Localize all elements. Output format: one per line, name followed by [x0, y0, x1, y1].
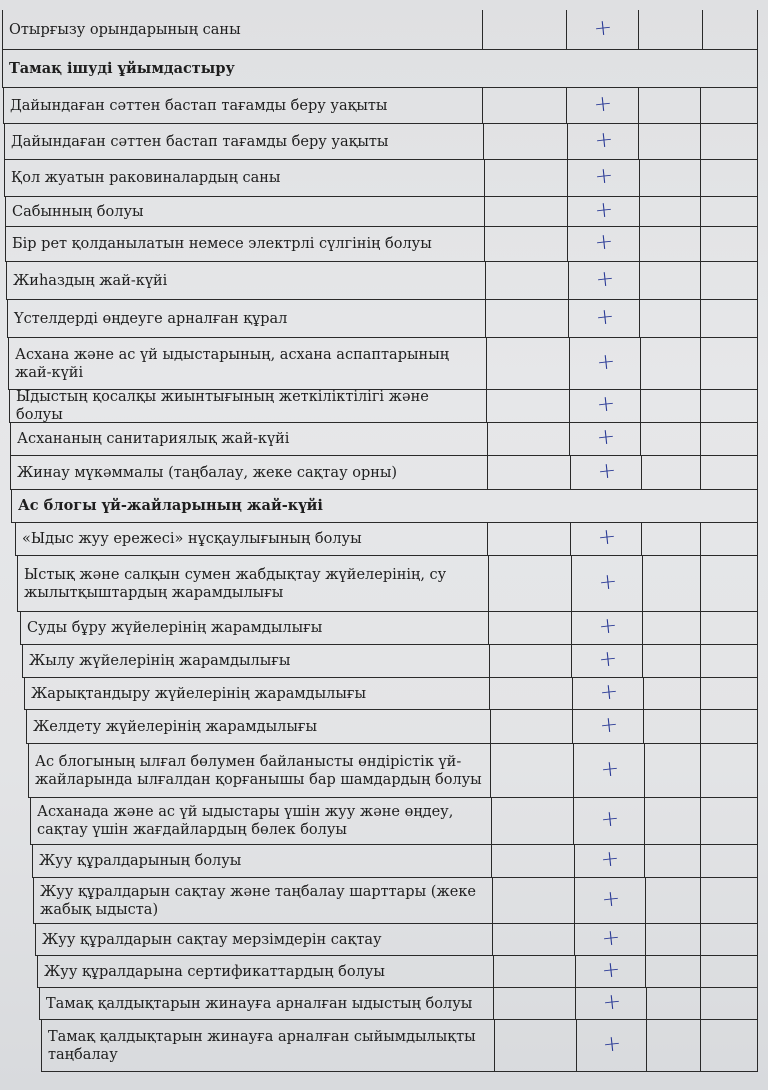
value-cell [482, 10, 566, 49]
mark-cell [568, 262, 639, 299]
table-row [2, 10, 758, 50]
criterion-text: Суды бұру жүйелерінің жарамдылығы [27, 620, 323, 636]
handwritten-plus-mark: + [594, 348, 616, 376]
handwritten-plus-mark: + [592, 126, 614, 154]
table-row [4, 124, 758, 160]
blank-cell [639, 262, 700, 299]
criterion-text: Отырғызу орындарының саны [9, 21, 241, 38]
criterion-text: Тамақ қалдықтарын жинауға арналған сыйымдылықты таңбалау [48, 1028, 476, 1063]
handwritten-plus-mark: + [597, 678, 619, 706]
section-title [2, 50, 758, 87]
blank-cell [700, 878, 758, 923]
blank-cell [700, 612, 758, 644]
mark-cell [566, 10, 638, 49]
blank-cell [700, 556, 758, 611]
blank-cell [646, 988, 700, 1019]
blank-cell [641, 523, 700, 555]
criterion-text: Дайындаған сәттен бастап тағамды беру уақыты [10, 97, 388, 114]
criterion-cell [6, 262, 485, 299]
criterion-text: Дайындаған сәттен бастап тағамды беру уақыты [11, 133, 389, 150]
value-cell [484, 160, 567, 196]
blank-cell [640, 338, 700, 389]
criterion-text: Желдету жүйелерінің жарамдылығы [33, 718, 317, 735]
table-row [20, 612, 758, 645]
criterion-text: Жарықтандыру жүйелерінің жарамдылығы [31, 685, 367, 702]
blank-cell [700, 924, 758, 955]
criterion-cell [37, 956, 493, 987]
value-cell [489, 645, 571, 677]
criterion-cell [15, 523, 487, 555]
criterion-text: Асханада және ас үй ыдыстары үшін жуу және өңдеу, сақтау үшін жағдайлардың бөлек болуы [37, 804, 454, 838]
table-row [4, 160, 758, 197]
blank-cell [638, 124, 700, 159]
mark-cell [574, 924, 645, 955]
value-cell [484, 197, 567, 226]
blank-cell [644, 744, 700, 797]
table-row [24, 678, 758, 710]
handwritten-plus-mark: + [594, 424, 616, 451]
blank-cell [700, 197, 758, 226]
section-title-text: Тамақ ішуді ұйымдастыру [9, 59, 235, 77]
table-row [41, 1020, 758, 1072]
blank-cell [645, 956, 700, 987]
blank-cell [702, 10, 758, 49]
blank-cell [646, 1020, 700, 1071]
table-row [10, 423, 758, 456]
criterion-cell [10, 456, 487, 489]
value-cell [492, 878, 574, 923]
value-cell [488, 556, 571, 611]
value-cell [487, 456, 570, 489]
criterion-cell [5, 197, 484, 226]
blank-cell [700, 523, 758, 555]
mark-cell [569, 338, 640, 389]
mark-cell [571, 612, 642, 644]
mark-cell [574, 845, 644, 877]
mark-cell [572, 678, 643, 709]
blank-cell [639, 300, 700, 337]
blank-cell [700, 338, 758, 389]
criterion-text: Жиһаздың жай-күйі [13, 272, 168, 289]
handwritten-plus-mark: + [596, 568, 618, 596]
value-cell [490, 710, 572, 743]
mark-cell [569, 423, 640, 455]
table-row [7, 300, 758, 338]
table-row [8, 338, 758, 390]
table-row [9, 390, 758, 423]
table-row [37, 956, 758, 988]
criterion-cell [39, 988, 493, 1019]
criterion-text: Ыстық және салқын сумен жабдықтау жүйелерінің, су жылытқыштардың жарамдылығы [24, 566, 447, 601]
blank-cell [639, 160, 700, 196]
blank-cell [643, 710, 700, 743]
criterion-cell [17, 556, 488, 611]
table-row [17, 556, 758, 612]
table-row [5, 197, 758, 227]
table-row [6, 262, 758, 300]
handwritten-plus-mark: + [599, 885, 621, 913]
handwritten-plus-mark: + [593, 265, 615, 293]
value-cell [485, 262, 568, 299]
section-header-row [11, 490, 758, 523]
mark-cell [569, 390, 640, 422]
criterion-text: Жылу жүйелерінің жарамдылығы [29, 653, 291, 669]
criterion-cell [5, 227, 484, 261]
handwritten-plus-mark: + [600, 988, 622, 1016]
mark-cell [573, 744, 644, 797]
criterion-cell [30, 798, 491, 844]
blank-cell [642, 612, 700, 644]
handwritten-plus-mark: + [592, 14, 614, 42]
value-cell [489, 678, 572, 709]
blank-cell [700, 988, 758, 1019]
handwritten-plus-mark: + [597, 711, 619, 739]
table-row [15, 523, 758, 556]
mark-cell [567, 227, 639, 261]
criterion-cell [4, 160, 484, 196]
table-row [30, 798, 758, 845]
mark-cell [575, 988, 646, 1019]
table-row [33, 878, 758, 924]
value-cell [488, 612, 571, 644]
criterion-cell [10, 423, 487, 455]
criterion-cell [3, 88, 482, 123]
value-cell [487, 523, 570, 555]
blank-cell [700, 390, 758, 422]
handwritten-plus-mark: + [596, 646, 618, 673]
blank-cell [639, 227, 700, 261]
value-cell [493, 988, 575, 1019]
blank-cell [641, 456, 700, 489]
criterion-text: Ыдыстың қосалқы жиынтығының жеткіліктілігі және болуы [16, 389, 429, 423]
handwritten-plus-mark: + [593, 303, 615, 331]
mark-cell [574, 878, 645, 923]
blank-cell [700, 710, 758, 743]
value-cell [493, 956, 575, 987]
criterion-cell [26, 710, 490, 743]
criterion-text: Асхана және ас үй ыдыстарының, асхана аспаптарының жай-күйі [15, 346, 450, 381]
mark-cell [568, 300, 639, 337]
value-cell [487, 423, 569, 455]
criterion-text: Жуу құралдарына сертификаттардың болуы [44, 963, 385, 980]
value-cell [486, 338, 569, 389]
value-cell [494, 1020, 576, 1071]
mark-cell [571, 645, 642, 677]
criterion-cell [4, 124, 483, 159]
mark-cell [570, 523, 641, 555]
criterion-cell [20, 612, 488, 644]
handwritten-plus-mark: + [595, 457, 617, 485]
table-row [32, 845, 758, 878]
mark-cell [571, 556, 642, 611]
handwritten-plus-mark: + [601, 1030, 623, 1058]
criterion-text: Жуу құралдарын сақтау мерзімдерін сақтау [42, 931, 382, 948]
value-cell [485, 300, 568, 337]
blank-cell [645, 924, 700, 955]
table-row [5, 227, 758, 262]
criterion-cell [41, 1020, 494, 1071]
criterion-cell [22, 645, 489, 677]
blank-cell [644, 845, 700, 877]
handwritten-plus-mark: + [599, 924, 621, 952]
blank-cell [700, 678, 758, 709]
criterion-text: Үстелдерді өңдеуге арналған құрал [14, 310, 288, 327]
handwritten-plus-mark: + [600, 956, 622, 984]
mark-cell [576, 1020, 646, 1071]
handwritten-plus-mark: + [598, 755, 620, 783]
table-row [39, 988, 758, 1020]
blank-cell [700, 124, 758, 159]
value-cell [483, 124, 567, 159]
criterion-text: Жуу құралдарының болуы [39, 853, 242, 869]
table-row [28, 744, 758, 798]
criterion-text: Сабынның болуы [12, 203, 144, 220]
blank-cell [638, 88, 700, 123]
blank-cell [700, 1020, 758, 1071]
criterion-text: Жуу құралдарын сақтау және таңбалау шарттары (жеке жабық ыдыста) [40, 883, 476, 918]
mark-cell [567, 124, 638, 159]
criterion-cell [8, 338, 486, 389]
handwritten-plus-mark: + [598, 806, 620, 833]
blank-cell [700, 300, 758, 337]
handwritten-plus-mark: + [593, 163, 615, 190]
value-cell [491, 798, 573, 844]
mark-cell [573, 798, 644, 844]
blank-cell [638, 10, 702, 49]
handwritten-plus-mark: + [593, 196, 615, 224]
table-row [35, 924, 758, 956]
value-cell [484, 227, 567, 261]
criterion-text: Асхананың санитариялық жай-күйі [17, 431, 290, 447]
table-row [22, 645, 758, 678]
criterion-cell [28, 744, 490, 797]
mark-cell [567, 197, 639, 226]
blank-cell [640, 390, 700, 422]
blank-cell [700, 160, 758, 196]
blank-cell [643, 678, 700, 709]
blank-cell [700, 227, 758, 261]
criterion-cell [2, 10, 482, 49]
blank-cell [700, 798, 758, 844]
mark-cell [570, 456, 641, 489]
blank-cell [700, 423, 758, 455]
table-row [3, 88, 758, 124]
handwritten-plus-mark: + [599, 846, 621, 873]
handwritten-plus-mark: + [592, 90, 614, 118]
value-cell [490, 744, 573, 797]
handwritten-plus-mark: + [594, 391, 616, 418]
value-cell [492, 924, 574, 955]
blank-cell [700, 456, 758, 489]
blank-cell [642, 645, 700, 677]
criterion-cell [35, 924, 492, 955]
blank-cell [700, 88, 758, 123]
criterion-text: Бір рет қолданылатын немесе электрлі сүлгінің болуы [12, 236, 432, 252]
mark-cell [567, 160, 639, 196]
blank-cell [700, 744, 758, 797]
section-header-row [2, 50, 758, 88]
blank-cell [639, 197, 700, 226]
mark-cell [566, 88, 638, 123]
criterion-cell [24, 678, 489, 709]
handwritten-plus-mark: + [596, 613, 618, 640]
table-row [26, 710, 758, 744]
criterion-text: Жинау мүкәммалы (таңбалау, жеке сақтау орны) [17, 464, 398, 481]
section-title [11, 490, 758, 522]
criterion-cell [7, 300, 485, 337]
criterion-text: Қол жуатын раковиналардың саны [11, 170, 281, 186]
value-cell [486, 390, 569, 422]
mark-cell [572, 710, 643, 743]
criterion-cell [9, 390, 486, 422]
blank-cell [645, 878, 700, 923]
blank-cell [644, 798, 700, 844]
blank-cell [700, 956, 758, 987]
criterion-cell [32, 845, 491, 877]
criterion-text: Тамақ қалдықтарын жинауға арналған ыдыстың болуы [46, 995, 473, 1012]
blank-cell [642, 556, 700, 611]
criterion-text: «Ыдыс жуу ережесі» нұсқаулығының болуы [22, 531, 362, 547]
handwritten-plus-mark: + [595, 524, 617, 551]
value-cell [482, 88, 566, 123]
criterion-text: Ас блогының ылғал бөлумен байланысты өндірістік үй-жайларында ылғалдан қорғанышы бар шамдардың болуы [35, 753, 482, 788]
value-cell [491, 845, 574, 877]
blank-cell [700, 262, 758, 299]
blank-cell [640, 423, 700, 455]
blank-cell [700, 645, 758, 677]
criterion-cell [33, 878, 492, 923]
table-row [10, 456, 758, 490]
section-title-text: Ас блогы үй-жайларының жай-күйі [18, 497, 323, 514]
mark-cell [575, 956, 645, 987]
blank-cell [700, 845, 758, 877]
handwritten-plus-mark: + [593, 229, 615, 256]
